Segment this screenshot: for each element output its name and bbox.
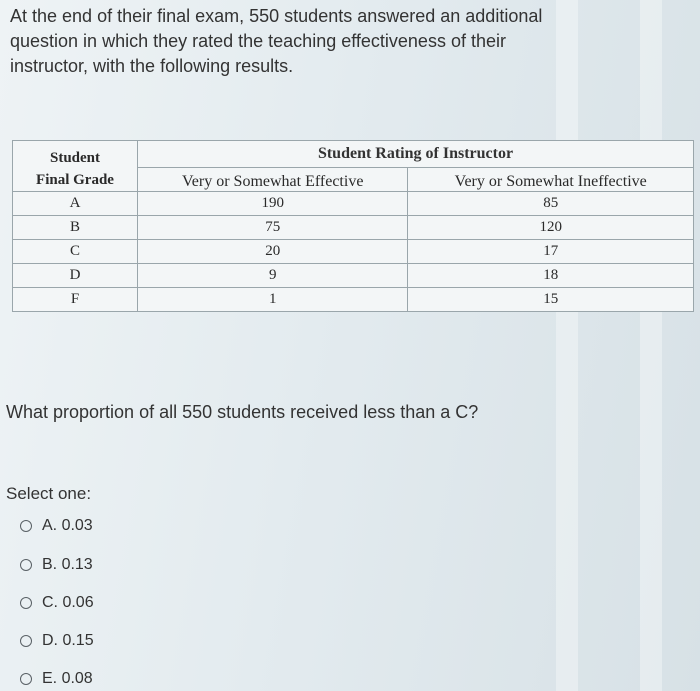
option-label: A. 0.03: [42, 517, 93, 534]
table-row: [13, 216, 694, 240]
grade-cell: B: [13, 216, 138, 240]
grade-cell: A: [13, 192, 138, 216]
answer-option-e[interactable]: [20, 667, 93, 691]
row-header-line1: Student: [49, 150, 101, 166]
ineffective-cell: 85: [408, 192, 694, 216]
option-label: E. 0.08: [42, 670, 93, 687]
effective-cell: 75: [138, 216, 408, 240]
question-intro: At the end of their final exam, 550 students answered an additional question in which they rated the teaching effectiveness of their instructor, with the following results.: [10, 6, 543, 76]
column-header-ineffective: Very or Somewhat Ineffective: [408, 168, 694, 192]
table-row: [13, 240, 694, 264]
ineffective-cell: 17: [408, 240, 694, 264]
grade-cell: D: [13, 264, 138, 288]
option-label: D. 0.15: [42, 632, 94, 649]
screen-band: [640, 0, 662, 691]
table-title-row: [13, 141, 694, 168]
grade-cell: F: [13, 288, 138, 312]
select-one-label: Select one:: [6, 484, 92, 503]
table-row: [13, 192, 694, 216]
radio-button-icon[interactable]: [20, 597, 32, 609]
option-label: B. 0.13: [42, 556, 93, 573]
effective-cell: 190: [138, 192, 408, 216]
effective-cell: 9: [138, 264, 408, 288]
answer-option-c[interactable]: [20, 591, 94, 615]
row-header-line2: Final Grade: [36, 172, 114, 188]
option-label: C. 0.06: [42, 594, 94, 611]
row-header-cell: [13, 141, 138, 192]
table-title: Student Rating of Instructor: [138, 141, 694, 168]
radio-button-icon[interactable]: [20, 673, 32, 685]
answer-option-d[interactable]: [20, 629, 94, 653]
ratings-table: [12, 140, 694, 312]
radio-button-icon[interactable]: [20, 520, 32, 532]
answer-option-a[interactable]: [20, 514, 93, 538]
answer-option-b[interactable]: [20, 553, 93, 577]
grade-cell: C: [13, 240, 138, 264]
column-header-effective: Very or Somewhat Effective: [138, 168, 408, 192]
table-row: [13, 264, 694, 288]
radio-button-icon[interactable]: [20, 635, 32, 647]
radio-button-icon[interactable]: [20, 559, 32, 571]
effective-cell: 1: [138, 288, 408, 312]
ineffective-cell: 120: [408, 216, 694, 240]
ineffective-cell: 18: [408, 264, 694, 288]
question-text: What proportion of all 550 students received less than a C?: [6, 402, 479, 422]
effective-cell: 20: [138, 240, 408, 264]
screen-band: [556, 0, 578, 691]
ineffective-cell: 15: [408, 288, 694, 312]
table-row: [13, 288, 694, 312]
